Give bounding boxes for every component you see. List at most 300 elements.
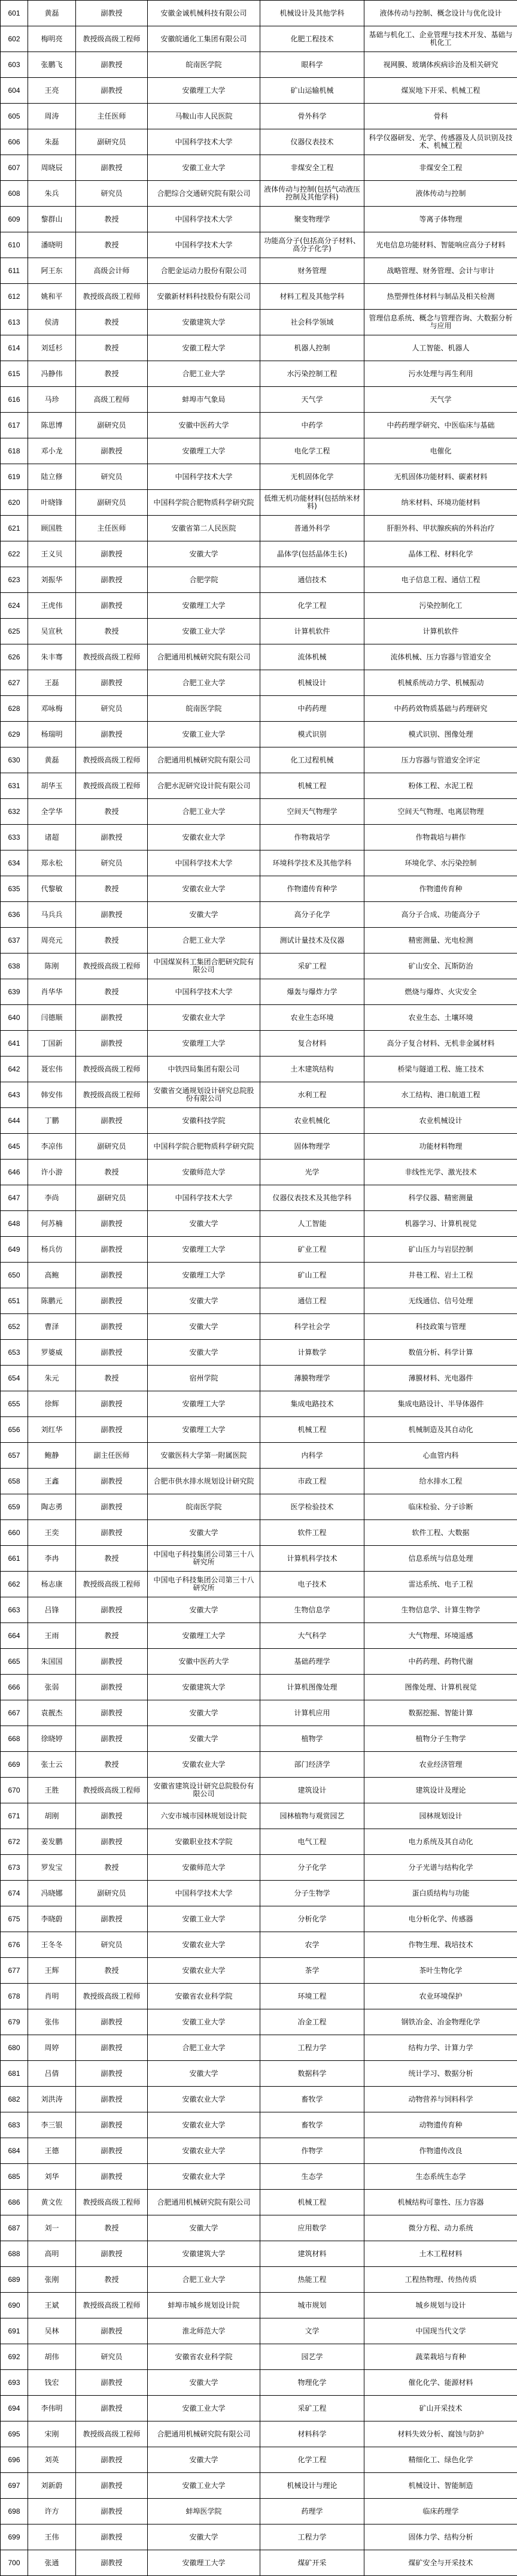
row-number: 658 <box>1 1469 28 1494</box>
discipline-field: 园林植物与观赏园艺 <box>260 1803 364 1829</box>
professional-title: 副研究员 <box>76 1134 148 1160</box>
table-row <box>1 747 517 773</box>
expert-name: 刘洪涛 <box>28 2087 76 2112</box>
specialty-area: 煤炭地下开采、机械工程 <box>364 78 517 104</box>
table-row <box>1 2318 517 2344</box>
professional-title: 副教授 <box>76 2112 148 2138</box>
discipline-field: 化学工程 <box>260 593 364 619</box>
row-number: 603 <box>1 52 28 78</box>
row-number: 631 <box>1 773 28 799</box>
discipline-field: 大气科学 <box>260 1623 364 1649</box>
table-row <box>1 1057 517 1082</box>
table-row <box>1 1185 517 1211</box>
discipline-field: 仪器仪表技术及其他学科 <box>260 1185 364 1211</box>
professional-title: 副教授 <box>76 2318 148 2344</box>
expert-name: 曹泽 <box>28 1314 76 1340</box>
expert-name: 周婷 <box>28 2035 76 2061</box>
table-row <box>1 2499 517 2524</box>
expert-name: 何苏楠 <box>28 1211 76 1237</box>
professional-title: 教授级高级工程师 <box>76 26 148 52</box>
row-number: 692 <box>1 2344 28 2370</box>
expert-name: 冯晓娜 <box>28 1881 76 1906</box>
table-row <box>1 1108 517 1134</box>
row-number: 609 <box>1 207 28 232</box>
row-number: 620 <box>1 490 28 516</box>
row-number: 690 <box>1 2293 28 2318</box>
row-number: 677 <box>1 1958 28 1984</box>
discipline-field: 农学 <box>260 1932 364 1958</box>
table-row <box>1 1391 517 1417</box>
row-number: 666 <box>1 1675 28 1700</box>
discipline-field: 机械工程 <box>260 2190 364 2215</box>
discipline-field: 园艺学 <box>260 2344 364 2370</box>
work-unit: 安徽大学 <box>148 2215 260 2241</box>
specialty-area: 天气学 <box>364 387 517 413</box>
professional-title: 教授级高级工程师 <box>76 1572 148 1597</box>
specialty-area: 数值分析、科学计算 <box>364 1340 517 1366</box>
professional-title: 教授 <box>76 361 148 387</box>
expert-name: 诸超 <box>28 825 76 850</box>
table-row <box>1 1211 517 1237</box>
expert-name: 叶晓锋 <box>28 490 76 516</box>
work-unit: 安徽工业大学 <box>148 2396 260 2421</box>
work-unit: 安徽省交通规划设计研究总院股份有限公司 <box>148 1082 260 1108</box>
professional-title: 副教授 <box>76 1494 148 1520</box>
table-row <box>1 2087 517 2112</box>
row-number: 648 <box>1 1211 28 1237</box>
specialty-area: 机械制造及其自动化 <box>364 1417 517 1443</box>
expert-name: 杨兵仿 <box>28 1237 76 1263</box>
expert-name: 王磊 <box>28 670 76 696</box>
row-number: 654 <box>1 1366 28 1391</box>
specialty-area: 临床药理学 <box>364 2499 517 2524</box>
work-unit: 安徽大学 <box>148 1700 260 1726</box>
discipline-field: 矿业工程 <box>260 1237 364 1263</box>
row-number: 656 <box>1 1417 28 1443</box>
table-row <box>1 1314 517 1340</box>
professional-title: 副教授 <box>76 1520 148 1546</box>
expert-name: 张伟 <box>28 2009 76 2035</box>
discipline-field: 煤矿开采 <box>260 2550 364 2576</box>
work-unit: 安徽农业大学 <box>148 1958 260 1984</box>
expert-name: 肖明 <box>28 1984 76 2009</box>
row-number: 617 <box>1 413 28 438</box>
work-unit: 安徽工业大学 <box>148 2009 260 2035</box>
table-row <box>1 1855 517 1881</box>
work-unit: 中国科学技术大学 <box>148 1881 260 1906</box>
professional-title: 副教授 <box>76 1340 148 1366</box>
row-number: 606 <box>1 129 28 155</box>
row-number: 647 <box>1 1185 28 1211</box>
professional-title: 副主任医师 <box>76 1443 148 1469</box>
expert-name: 张士云 <box>28 1752 76 1778</box>
discipline-field: 市政工程 <box>260 1469 364 1494</box>
row-number: 611 <box>1 258 28 284</box>
row-number: 610 <box>1 232 28 258</box>
work-unit: 安徽理工大学 <box>148 1263 260 1288</box>
work-unit: 合肥工业大学 <box>148 928 260 953</box>
work-unit: 中国电子科技集团公司第三十八研究所 <box>148 1572 260 1597</box>
table-row <box>1 490 517 516</box>
row-number: 659 <box>1 1494 28 1520</box>
expert-name: 周晓辰 <box>28 155 76 181</box>
table-row <box>1 1700 517 1726</box>
work-unit: 中国科学技术大学 <box>148 207 260 232</box>
discipline-field: 部门经济学 <box>260 1752 364 1778</box>
table-row <box>1 2473 517 2499</box>
work-unit: 蚌埠市气象局 <box>148 387 260 413</box>
work-unit: 中国科学技术大学 <box>148 129 260 155</box>
row-number: 685 <box>1 2164 28 2190</box>
table-row <box>1 1932 517 1958</box>
row-number: 627 <box>1 670 28 696</box>
professional-title: 副教授 <box>76 1829 148 1855</box>
professional-title: 教授 <box>76 2215 148 2241</box>
discipline-field: 农业机械化 <box>260 1108 364 1134</box>
expert-name: 代黎敏 <box>28 876 76 902</box>
table-row <box>1 104 517 129</box>
table-row <box>1 1958 517 1984</box>
table-row <box>1 2035 517 2061</box>
expert-name: 张鹏飞 <box>28 52 76 78</box>
table-row <box>1 2550 517 2576</box>
professional-title: 副教授 <box>76 1108 148 1134</box>
work-unit: 安徽理工大学 <box>148 1417 260 1443</box>
row-number: 657 <box>1 1443 28 1469</box>
professional-title: 副研究员 <box>76 413 148 438</box>
discipline-field: 水利工程 <box>260 1082 364 1108</box>
row-number: 678 <box>1 1984 28 2009</box>
work-unit: 安徽医科大学第一附属医院 <box>148 1443 260 1469</box>
professional-title: 副教授 <box>76 593 148 619</box>
expert-name: 钱宏 <box>28 2370 76 2396</box>
row-number: 612 <box>1 284 28 310</box>
work-unit: 六安市城市园林规划设计院 <box>148 1803 260 1829</box>
work-unit: 中国科学院合肥物质科学研究院 <box>148 490 260 516</box>
expert-name: 黄文佐 <box>28 2190 76 2215</box>
professional-title: 副教授 <box>76 2370 148 2396</box>
expert-name: 陈思博 <box>28 413 76 438</box>
work-unit: 安徽理工大学 <box>148 593 260 619</box>
work-unit: 安徽省农业科学院 <box>148 1984 260 2009</box>
expert-name: 胡华玉 <box>28 773 76 799</box>
specialty-area: 图像处理、计算机视觉 <box>364 1675 517 1700</box>
work-unit: 合肥工业大学 <box>148 799 260 825</box>
discipline-field: 机械设计 <box>260 670 364 696</box>
specialty-area: 建筑设计及理论 <box>364 1778 517 1803</box>
row-number: 655 <box>1 1391 28 1417</box>
row-number: 624 <box>1 593 28 619</box>
professional-title: 教授级高级工程师 <box>76 1984 148 2009</box>
specialty-area: 水工结构、港口航道工程 <box>364 1082 517 1108</box>
specialty-area: 精细化工、绿色化学 <box>364 2447 517 2473</box>
professional-title: 副教授 <box>76 438 148 464</box>
work-unit: 合肥市供水排水规划设计研究院 <box>148 1469 260 1494</box>
row-number: 680 <box>1 2035 28 2061</box>
discipline-field: 矿山运输机械 <box>260 78 364 104</box>
professional-title: 副教授 <box>76 1 148 26</box>
expert-name: 肖华华 <box>28 979 76 1005</box>
specialty-area: 非线性光学、激光技术 <box>364 1160 517 1185</box>
discipline-field: 仪器仪表技术 <box>260 129 364 155</box>
specialty-area: 计算机软件 <box>364 619 517 644</box>
row-number: 622 <box>1 541 28 567</box>
table-row <box>1 1005 517 1031</box>
work-unit: 蚌埠市城乡规划设计院 <box>148 2293 260 2318</box>
specialty-area: 生物信息学、计算生物学 <box>364 1597 517 1623</box>
professional-title: 副教授 <box>76 1469 148 1494</box>
expert-name: 王胜 <box>28 1778 76 1803</box>
discipline-field: 化学工程 <box>260 2447 364 2473</box>
table-row <box>1 310 517 335</box>
discipline-field: 机械设计及其他学科 <box>260 1 364 26</box>
work-unit: 安徽皖通化工集团有限公司 <box>148 26 260 52</box>
work-unit: 安徽省第二人民医院 <box>148 516 260 541</box>
table-row <box>1 1443 517 1469</box>
expert-name: 陈刚 <box>28 953 76 979</box>
row-number: 646 <box>1 1160 28 1185</box>
specialty-area: 光电信息功能材料、智能响应高分子材料 <box>364 232 517 258</box>
work-unit: 中国科学技术大学 <box>148 979 260 1005</box>
discipline-field: 内科学 <box>260 1443 364 1469</box>
discipline-field: 工程力学 <box>260 2035 364 2061</box>
table-row <box>1 1263 517 1288</box>
discipline-field: 化肥工程技术 <box>260 26 364 52</box>
discipline-field: 生态学 <box>260 2164 364 2190</box>
expert-name: 丁鹏 <box>28 1108 76 1134</box>
work-unit: 安徽大学 <box>148 1726 260 1752</box>
table-row <box>1 541 517 567</box>
professional-title: 副教授 <box>76 1417 148 1443</box>
professional-title: 教授级高级工程师 <box>76 2293 148 2318</box>
table-row <box>1 1494 517 1520</box>
expert-name: 阿王东 <box>28 258 76 284</box>
discipline-field: 分子化学 <box>260 1855 364 1881</box>
discipline-field: 流体机械 <box>260 644 364 670</box>
expert-name: 韩安伟 <box>28 1082 76 1108</box>
row-number: 700 <box>1 2550 28 2576</box>
work-unit: 中国科学技术大学 <box>148 850 260 876</box>
expert-name: 王德 <box>28 2138 76 2164</box>
work-unit: 合肥学院 <box>148 567 260 593</box>
table-row <box>1 2112 517 2138</box>
work-unit: 安徽农业大学 <box>148 2138 260 2164</box>
expert-name: 王奕 <box>28 1520 76 1546</box>
expert-name: 李晓蔚 <box>28 1906 76 1932</box>
work-unit: 中国科学技术大学 <box>148 1185 260 1211</box>
row-number: 641 <box>1 1031 28 1057</box>
professional-title: 教授 <box>76 207 148 232</box>
table-row <box>1 1417 517 1443</box>
work-unit: 中国科学技术大学 <box>148 232 260 258</box>
work-unit: 安徽建筑大学 <box>148 2241 260 2267</box>
work-unit: 安徽中医药大学 <box>148 1649 260 1675</box>
table-row <box>1 2164 517 2190</box>
work-unit: 合肥工业大学 <box>148 2035 260 2061</box>
work-unit: 合肥通用机械研究院有限公司 <box>148 747 260 773</box>
row-number: 608 <box>1 181 28 207</box>
work-unit: 皖南医学院 <box>148 696 260 722</box>
table-row <box>1 2190 517 2215</box>
professional-title: 教授级高级工程师 <box>76 2190 148 2215</box>
discipline-field: 城市规划 <box>260 2293 364 2318</box>
specialty-area: 空间天气物理、电离层物理 <box>364 799 517 825</box>
professional-title: 副教授 <box>76 2241 148 2267</box>
work-unit: 安徽大学 <box>148 541 260 567</box>
table-row <box>1 1829 517 1855</box>
specialty-area: 高分子复合材料、无机非金属材料 <box>364 1031 517 1057</box>
specialty-area: 高分子合成、功能高分子 <box>364 902 517 928</box>
expert-name: 胡刚 <box>28 1803 76 1829</box>
work-unit: 中国电子科技集团公司第三十八研究所 <box>148 1546 260 1572</box>
specialty-area: 矿山开采技术 <box>364 2396 517 2421</box>
expert-name: 邓咏梅 <box>28 696 76 722</box>
specialty-area: 雷达系统、电子工程 <box>364 1572 517 1597</box>
row-number: 618 <box>1 438 28 464</box>
specialty-area: 热塑弹性体材料与制品及相关检测 <box>364 284 517 310</box>
expert-name: 朱兵 <box>28 181 76 207</box>
discipline-field: 畜牧学 <box>260 2087 364 2112</box>
row-number: 639 <box>1 979 28 1005</box>
row-number: 619 <box>1 464 28 490</box>
expert-name: 冯静伟 <box>28 361 76 387</box>
professional-title: 副教授 <box>76 2061 148 2087</box>
work-unit: 中国科学院合肥物质科学研究院 <box>148 1134 260 1160</box>
table-row <box>1 1752 517 1778</box>
specialty-area: 电力系统及其自动化 <box>364 1829 517 1855</box>
specialty-area: 薄膜材料、光电器件 <box>364 1366 517 1391</box>
work-unit: 安徽省建筑设计研究总院股份有限公司 <box>148 1778 260 1803</box>
specialty-area: 固体力学、结构分析 <box>364 2524 517 2550</box>
specialty-area: 压力容器与管道安全评定 <box>364 747 517 773</box>
row-number: 689 <box>1 2267 28 2293</box>
specialty-area: 精密测量、光电检测 <box>364 928 517 953</box>
row-number: 694 <box>1 2396 28 2421</box>
expert-name: 马兵兵 <box>28 902 76 928</box>
expert-name: 罗发宝 <box>28 1855 76 1881</box>
discipline-field: 药理学 <box>260 2499 364 2524</box>
work-unit: 合肥通用机械研究院有限公司 <box>148 2421 260 2447</box>
professional-title: 教授级高级工程师 <box>76 284 148 310</box>
table-row <box>1 181 517 207</box>
discipline-field: 财务管理 <box>260 258 364 284</box>
professional-title: 研究员 <box>76 181 148 207</box>
work-unit: 安徽大学 <box>148 1211 260 1237</box>
discipline-field: 通信技术 <box>260 567 364 593</box>
work-unit: 宿州学院 <box>148 1366 260 1391</box>
table-row <box>1 52 517 78</box>
professional-title: 教授 <box>76 876 148 902</box>
specialty-area: 农业经济管理 <box>364 1752 517 1778</box>
expert-name: 黄磊 <box>28 747 76 773</box>
professional-title: 副研究员 <box>76 490 148 516</box>
discipline-field: 采矿工程 <box>260 953 364 979</box>
work-unit: 安徽农业大学 <box>148 1932 260 1958</box>
row-number: 601 <box>1 1 28 26</box>
professional-title: 教授 <box>76 310 148 335</box>
professional-title: 副教授 <box>76 2473 148 2499</box>
specialty-area: 钢铁冶金、冶金物理化学 <box>364 2009 517 2035</box>
table-row <box>1 2138 517 2164</box>
specialty-area: 蛋白质结构与功能 <box>364 1881 517 1906</box>
expert-name: 罗婆威 <box>28 1340 76 1366</box>
discipline-field: 普通外科学 <box>260 516 364 541</box>
discipline-field: 医学检验技术 <box>260 1494 364 1520</box>
row-number: 684 <box>1 2138 28 2164</box>
professional-title: 副研究员 <box>76 1185 148 1211</box>
professional-title: 副教授 <box>76 1906 148 1932</box>
row-number: 645 <box>1 1134 28 1160</box>
professional-title: 副教授 <box>76 1031 148 1057</box>
professional-title: 副教授 <box>76 2138 148 2164</box>
table-row <box>1 1520 517 1546</box>
discipline-field: 计算数学 <box>260 1340 364 1366</box>
specialty-area: 非煤安全工程 <box>364 155 517 181</box>
professional-title: 副教授 <box>76 722 148 747</box>
specialty-area: 农业生态、土壤环境 <box>364 1005 517 1031</box>
row-number: 642 <box>1 1057 28 1082</box>
row-number: 682 <box>1 2087 28 2112</box>
work-unit: 安徽工业大学 <box>148 619 260 644</box>
table-row <box>1 1288 517 1314</box>
discipline-field: 作物遗传育种学 <box>260 876 364 902</box>
specialty-area: 科技政策与管理 <box>364 1314 517 1340</box>
table-row <box>1 1469 517 1494</box>
row-number: 629 <box>1 722 28 747</box>
professional-title: 副教授 <box>76 1675 148 1700</box>
row-number: 698 <box>1 2499 28 2524</box>
row-number: 662 <box>1 1572 28 1597</box>
specialty-area: 作物遗传育种 <box>364 876 517 902</box>
discipline-field: 薄膜物理学 <box>260 1366 364 1391</box>
work-unit: 安徽师范大学 <box>148 1855 260 1881</box>
row-number: 652 <box>1 1314 28 1340</box>
discipline-field: 环境科学技术及其他学科 <box>260 850 364 876</box>
discipline-field: 电气工程 <box>260 1829 364 1855</box>
work-unit: 安徽农业大学 <box>148 2087 260 2112</box>
table-row <box>1 155 517 181</box>
row-number: 696 <box>1 2447 28 2473</box>
table-row <box>1 2396 517 2421</box>
work-unit: 安徽建筑大学 <box>148 1675 260 1700</box>
work-unit: 安徽理工大学 <box>148 1031 260 1057</box>
table-row <box>1 1340 517 1366</box>
row-number: 695 <box>1 2421 28 2447</box>
discipline-field: 植物学 <box>260 1726 364 1752</box>
specialty-area: 心血管内科 <box>364 1443 517 1469</box>
expert-name: 邓小龙 <box>28 438 76 464</box>
table-row <box>1 129 517 155</box>
discipline-field: 农业生态环境 <box>260 1005 364 1031</box>
specialty-area: 模式识别、图像处理 <box>364 722 517 747</box>
expert-name: 吴林 <box>28 2318 76 2344</box>
professional-title: 高级工程师 <box>76 387 148 413</box>
expert-name: 李三银 <box>28 2112 76 2138</box>
professional-title: 教授 <box>76 1623 148 1649</box>
discipline-field: 建筑设计 <box>260 1778 364 1803</box>
row-number: 669 <box>1 1752 28 1778</box>
professional-title: 副研究员 <box>76 1881 148 1906</box>
professional-title: 副教授 <box>76 2524 148 2550</box>
table-row <box>1 1546 517 1572</box>
professional-title: 教授 <box>76 232 148 258</box>
discipline-field: 计算机图像处理 <box>260 1675 364 1700</box>
discipline-field: 软件工程 <box>260 1520 364 1546</box>
professional-title: 教授 <box>76 1752 148 1778</box>
work-unit: 合肥通用机械研究院有限公司 <box>148 2190 260 2215</box>
expert-name: 周涛 <box>28 104 76 129</box>
discipline-field: 矿山工程 <box>260 1263 364 1288</box>
